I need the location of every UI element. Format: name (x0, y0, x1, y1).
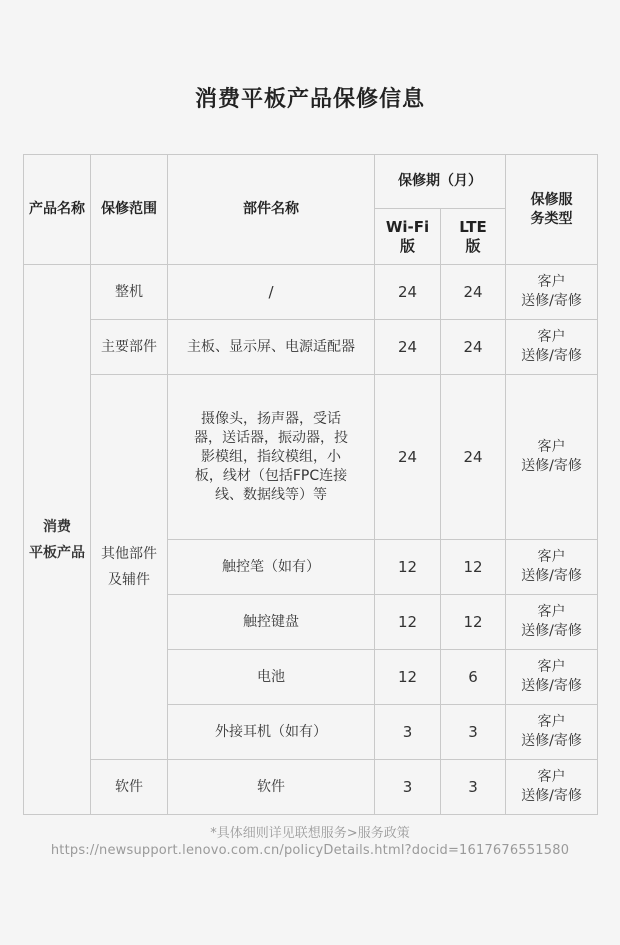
header-wifi: Wi-Fi 版 (375, 209, 441, 265)
wifi-cell: 12 (375, 595, 441, 650)
scope-cell: 主要部件 (91, 320, 168, 375)
part-cell: 软件 (168, 760, 375, 815)
table-row (24, 375, 598, 540)
table-row (24, 320, 598, 375)
table-row (24, 265, 598, 320)
service-cell: 客户 送修/寄修 (506, 705, 598, 760)
part-cell: / (168, 265, 375, 320)
part-cell: 摄像头，扬声器，受话 器，送话器，振动器，投 影模组，指纹模组，小 板，线材（包括FPC连接 线、数据线等）等 (168, 375, 375, 540)
service-cell: 客户 送修/寄修 (506, 320, 598, 375)
header-part-name: 部件名称 (168, 155, 375, 265)
service-cell: 客户 送修/寄修 (506, 595, 598, 650)
part-cell: 触控键盘 (168, 595, 375, 650)
part-cell: 电池 (168, 650, 375, 705)
table-row (24, 760, 598, 815)
wifi-cell: 3 (375, 760, 441, 815)
header-scope: 保修范围 (91, 155, 168, 265)
page-title: 消费平板产品保修信息 (194, 87, 425, 112)
lte-cell: 24 (441, 375, 506, 540)
scope-cell: 整机 (91, 265, 168, 320)
warranty-table (23, 154, 598, 815)
service-cell: 客户 送修/寄修 (506, 650, 598, 705)
lte-cell: 24 (441, 320, 506, 375)
lte-cell: 24 (441, 265, 506, 320)
service-cell: 客户 送修/寄修 (506, 760, 598, 815)
header-product-name: 产品名称 (24, 155, 91, 265)
product-cell: 消费 平板产品 (24, 265, 91, 815)
scope-cell: 其他部件 及辅件 (91, 375, 168, 760)
service-cell: 客户 送修/寄修 (506, 265, 598, 320)
lte-cell: 12 (441, 595, 506, 650)
lte-cell: 12 (441, 540, 506, 595)
service-cell: 客户 送修/寄修 (506, 540, 598, 595)
wifi-cell: 12 (375, 540, 441, 595)
wifi-cell: 3 (375, 705, 441, 760)
header-service-type: 保修服 务类型 (506, 155, 598, 265)
part-cell: 主板、显示屏、电源适配器 (168, 320, 375, 375)
wifi-cell: 24 (375, 320, 441, 375)
lte-cell: 3 (441, 705, 506, 760)
wifi-cell: 12 (375, 650, 441, 705)
part-cell: 触控笔（如有） (168, 540, 375, 595)
wifi-cell: 24 (375, 375, 441, 540)
policy-url[interactable]: https://newsupport.lenovo.com.cn/policyDetails.html?docid=1617676551580 (50, 843, 570, 858)
service-cell: 客户 送修/寄修 (506, 375, 598, 540)
header-lte: LTE 版 (441, 209, 506, 265)
part-cell: 外接耳机（如有） (168, 705, 375, 760)
lte-cell: 3 (441, 760, 506, 815)
header-period: 保修期（月） (375, 155, 506, 209)
wifi-cell: 24 (375, 265, 441, 320)
footnote: *具体细则详见联想服务>服务政策 (210, 826, 410, 841)
lte-cell: 6 (441, 650, 506, 705)
scope-cell: 软件 (91, 760, 168, 815)
